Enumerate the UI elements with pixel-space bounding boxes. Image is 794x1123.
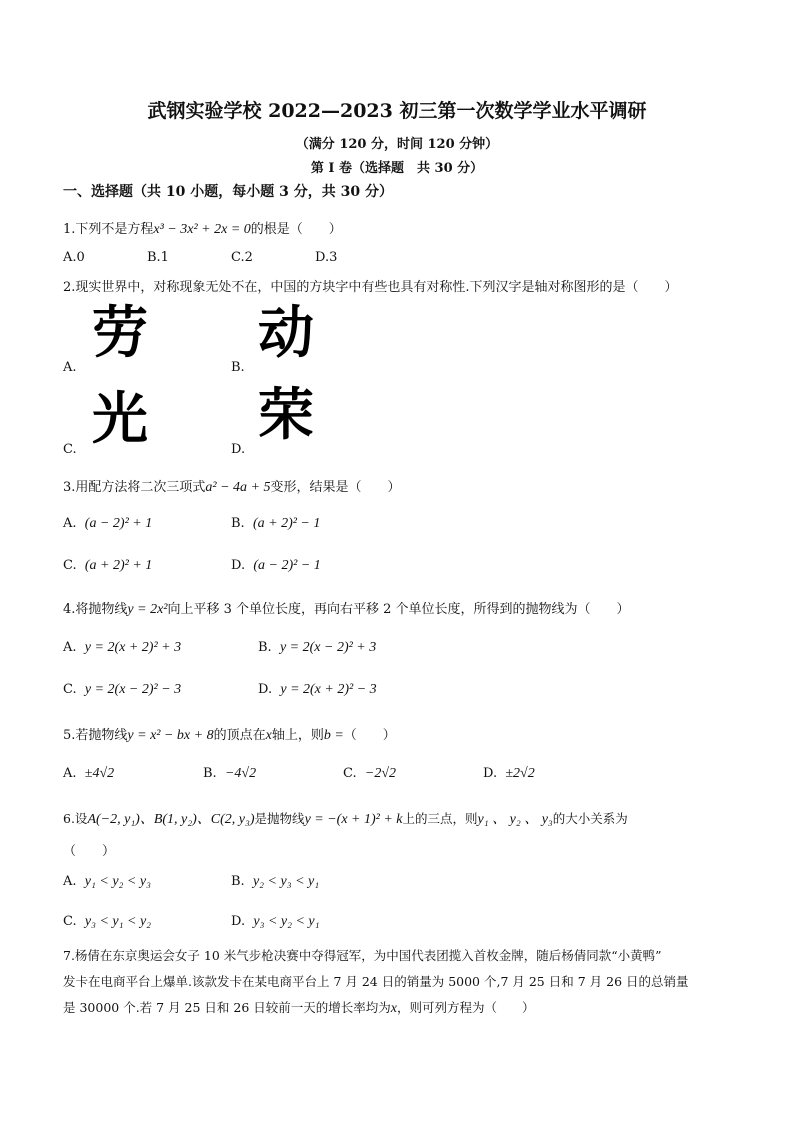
q6-option-d: D. y₃ < y₂ < y₁	[231, 914, 320, 929]
question-2: 2.现实世界中，对称现象无处不在，中国的方块字中有些也具有对称性.下列汉字是轴对称图形的是（ ）	[63, 280, 678, 295]
q5-function: y = x² − bx + 8	[127, 728, 214, 743]
q3-stem-prefix: 3.用配方法将二次三项式	[63, 480, 206, 495]
q1-equation: x³ − 3x² + 2x = 0	[153, 222, 251, 237]
q3-expression: a² − 4a + 5	[205, 480, 271, 495]
q6-points: A(−2, y₁)、B(1, y₂)、C(2, y₃)	[87, 812, 255, 827]
q2-label-b: B.	[231, 360, 245, 375]
q1-option-c: C.2	[231, 250, 253, 265]
q2-label-c: C.	[63, 442, 77, 457]
q1-stem-prefix: 1.下列不是方程	[63, 222, 154, 237]
question-5: 5.若抛物线y = x² − bx + 8的顶点在x轴上，则b =（ ）	[63, 728, 396, 743]
q1-option-d: D.3	[315, 250, 338, 265]
q4-function: y = 2x²	[127, 602, 168, 617]
q6-parabola: y = −(x + 1)² + k	[304, 812, 403, 827]
q6-option-a: A. y₁ < y₂ < y₃	[63, 874, 151, 889]
q4-option-d: D. y = 2(x + 2)² − 3	[258, 682, 377, 697]
question-3	[63, 476, 401, 496]
q5-option-c: C. −2√2	[343, 766, 397, 781]
q3-option-a: A. (a − 2)² + 1	[63, 516, 153, 531]
question-6: 6.设A(−2, y₁)、B(1, y₂)、C(2, y₃)是抛物线y = −(x + 1)² + k上的三点，则y₁ 、 y₂ 、 y₃的大小关系为	[63, 811, 628, 827]
volume-heading: 第 I 卷（选择题 共 30 分）	[310, 161, 484, 176]
q6-option-b: B. y₂ < y₃ < y₁	[231, 874, 320, 889]
q5-option-d: D. ±2√2	[483, 766, 535, 781]
q2-label-d: D.	[231, 442, 246, 457]
q3-option-c: C. (a + 2)² + 1	[63, 558, 153, 573]
q3-stem-suffix: 变形，结果是（ ）	[270, 480, 401, 495]
q5-option-a: A. ±4√2	[63, 766, 115, 781]
page-title: 武钢实验学校 2022—2023 初三第一次数学学业水平调研	[147, 100, 647, 122]
q6-option-c: C. y₃ < y₁ < y₂	[63, 914, 152, 929]
q3-option-b: B. (a + 2)² − 1	[231, 516, 321, 531]
q1-option-b: B.1	[147, 250, 169, 265]
q4-stem-prefix: 4.将抛物线	[63, 602, 128, 617]
q5-option-b: B. −4√2	[203, 766, 257, 781]
q4-stem-suffix: 向上平移 3 个单位长度，再向右平移 2 个单位长度，所得到的抛物线为（ ）	[167, 602, 630, 617]
question-7-line-1: 7.杨倩在东京奥运会女子 10 米气步枪决赛中夺得冠军，为中国代表团揽入首枚金牌，随后杨倩同款“小黄鸭”	[63, 948, 662, 963]
q3-option-d: D. (a − 2)² − 1	[231, 558, 321, 573]
q2-character-a: 劳	[92, 301, 148, 366]
q2-character-b: 动	[258, 301, 314, 366]
question-7-line-2: 发卡在电商平台上爆单.该款发卡在某电商平台上 7 月 24 日的销量为 5000 个,7 月 25 日和 7 月 26 日的总销量	[63, 974, 689, 989]
exam-info: （满分 120 分，时间 120 分钟）	[295, 137, 499, 152]
q6-answer-paren: （ ）	[63, 844, 116, 859]
q2-character-d: 荣	[258, 383, 314, 448]
q1-option-a: A.0	[63, 250, 85, 265]
q4-option-a: A. y = 2(x + 2)² + 3	[63, 640, 182, 655]
q4-option-b: B. y = 2(x − 2)² + 3	[258, 640, 377, 655]
q2-label-a: A.	[63, 360, 77, 375]
question-1	[63, 218, 342, 238]
question-4	[63, 598, 630, 618]
section-heading: 一、选择题（共 10 小题，每小题 3 分，共 30 分）	[63, 184, 393, 200]
q2-character-c: 光	[92, 387, 148, 452]
q4-option-c: C. y = 2(x − 2)² − 3	[63, 682, 182, 697]
q1-stem-suffix: 的根是（ ）	[250, 222, 342, 237]
question-7-line-3: 是 30000 个.若 7 月 25 日和 26 日较前一天的增长率均为x，则可列方程为（ ）	[63, 1000, 535, 1016]
